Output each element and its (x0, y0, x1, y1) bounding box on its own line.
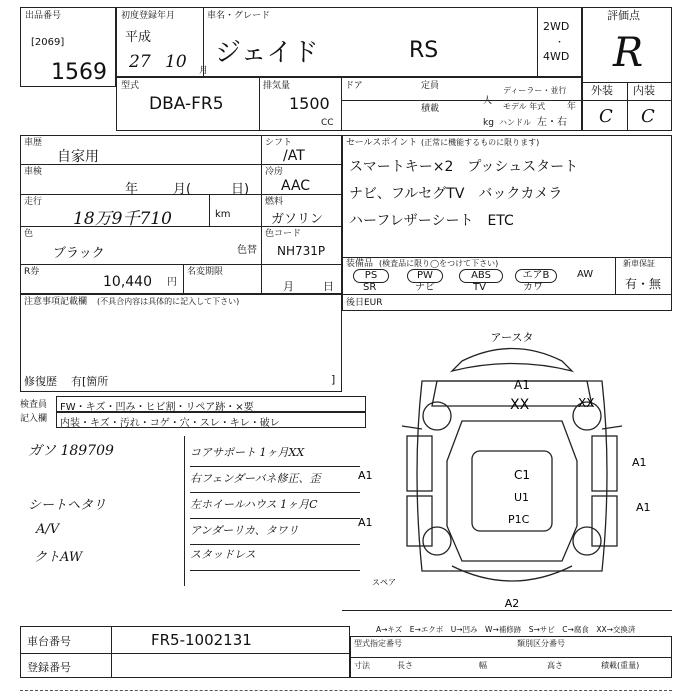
footer-f5: 幅 (479, 661, 487, 670)
lot-sub: [2069] (31, 37, 65, 48)
era: 平成 (125, 30, 152, 45)
disp-label: 排気量 (263, 81, 291, 91)
color-change-label: 色替 (237, 245, 257, 256)
diag-mark: A1 (358, 469, 373, 482)
diagram-block (342, 311, 672, 611)
score-box (582, 7, 672, 131)
load-label: 積載 (421, 104, 440, 114)
name-change-label: 名変期限 (187, 267, 224, 277)
newcar: 有・無 (625, 277, 662, 291)
diag-mark: XX (578, 396, 595, 410)
nc-day: 日 (323, 280, 334, 293)
remark-left: シートヘタリ (28, 498, 107, 513)
footer-f1: 型式指定番号 (354, 639, 402, 648)
diag-mark: A1 (358, 516, 373, 529)
remark-left: クトAW (34, 550, 83, 565)
ext-score: C (599, 106, 613, 127)
name-label: 車名・グレード (207, 11, 271, 21)
inspector-row1-text: FW・キズ・凹み・ヒビ割・リペア跡・×要 (60, 402, 254, 413)
score-label: 評価点 (607, 9, 640, 22)
sales-block (342, 135, 672, 258)
upper-right-frame (342, 294, 672, 311)
color: ブラック (53, 246, 105, 261)
color-label: 色 (24, 229, 34, 239)
history: 有[箇所 (71, 375, 109, 388)
recycle: 10,440 (103, 274, 152, 290)
inspector-label2: 記入欄 (20, 414, 48, 424)
car-diagram (342, 311, 672, 611)
equip-block (342, 257, 672, 295)
fuel-label: 燃料 (265, 197, 284, 207)
diag-mark: C1 (514, 468, 531, 482)
color-code-label: 色コード (265, 229, 302, 239)
model-year-label: モデル 年式 (503, 102, 546, 111)
wd2: 4WD (543, 50, 570, 63)
cap-unit: 人 (483, 96, 493, 106)
handle-label: ハンドル (499, 118, 531, 127)
inspector-row2-text: 内装・キズ・汚れ・コゲ・穴・スレ・キレ・破レ (60, 418, 280, 429)
reg-month: 10 (165, 52, 187, 72)
lot-label: 出品番号 (25, 11, 62, 21)
equip-aw: AW (577, 269, 594, 280)
newcar-label: 新車保証 (623, 259, 655, 268)
equip-ps: PS (353, 269, 389, 283)
ext-label: 外装 (591, 84, 613, 97)
sales-point: ハーフレザーシート ETC (349, 213, 514, 229)
fuel: ガソリン (271, 212, 324, 227)
remark-right: 左ホイールハウス 1ヶ月C (190, 498, 318, 511)
footer-f3: 寸法 (354, 661, 370, 670)
lot-box (20, 7, 116, 87)
diag-mark: P1C (508, 513, 530, 526)
yen: 円 (167, 277, 177, 288)
chassis: FR5-1002131 (151, 631, 252, 649)
inspector-block (20, 396, 350, 432)
month-unit: 月 (199, 66, 209, 76)
door-label: ドア (345, 81, 363, 91)
shift-label: シフト (265, 138, 293, 148)
diag-mark: A1 (632, 456, 647, 469)
footer-f6: 高さ (547, 661, 563, 670)
diag-mark: A1 (636, 501, 651, 514)
score-value: R (613, 30, 644, 76)
inspect-month: 月( (173, 182, 192, 197)
diag-spare-label: スペア (372, 578, 396, 587)
wd1: 2WD (543, 20, 570, 33)
remark-left: ガソ 189709 (28, 443, 114, 459)
footer-right (350, 636, 672, 678)
diag-bottom-label: A2 (504, 597, 520, 610)
footer-f7: 積載(重量) (601, 661, 640, 670)
footer-block (20, 626, 350, 678)
equip-note: (検査品に限り◯をつけて下さい) (379, 259, 499, 268)
reg-label: 登録番号 (27, 661, 71, 674)
remark-right: コアサポート 1ヶ月XX (190, 446, 305, 459)
km-unit: km (215, 209, 231, 220)
inspect-day: 日) (231, 182, 250, 197)
model-row (116, 77, 582, 131)
remarks-left (28, 436, 178, 606)
equip-airbag: エアB (515, 269, 557, 283)
diag-mark: U1 (514, 491, 530, 504)
equip-sr: SR (363, 282, 377, 293)
sales-point: ナビ、フルセグTV バックカメラ (349, 186, 563, 202)
cap-label: 定員 (421, 81, 440, 91)
notes-block (20, 294, 342, 392)
footer-f2: 類別区分番号 (517, 639, 565, 648)
sales-note: (正常に機能するものに限ります) (421, 138, 540, 147)
equip-leather: カワ (523, 282, 543, 293)
ac-label: 冷房 (265, 167, 284, 177)
inspector-row2 (56, 412, 366, 428)
spacer-label: 後日EUR (346, 298, 383, 308)
mileage: 18万9千710 (73, 209, 172, 229)
model-label: 型式 (121, 81, 140, 91)
equip-abs: ABS (459, 269, 503, 283)
dealer-label: ディーラー・並行 (503, 86, 567, 95)
remark-right: スタッドレス (190, 548, 256, 561)
inspector-label1: 検査員 (20, 400, 48, 410)
disp-unit: CC (321, 118, 334, 128)
use-label: 車歴 (24, 138, 43, 148)
mileage-label: 走行 (24, 197, 43, 207)
remark-right: アンダーリカ、タワリ (190, 524, 299, 537)
chassis-label: 車台番号 (27, 635, 71, 648)
remark-left: A/V (36, 522, 60, 537)
model: DBA-FR5 (149, 94, 224, 114)
int-score: C (641, 106, 655, 127)
history-bracket: ] (331, 373, 336, 386)
diag-mark: XX (510, 397, 530, 413)
color-code: NH731P (277, 244, 326, 258)
ac: AAC (281, 178, 311, 194)
handle: 左・右 (537, 117, 567, 128)
equip-pw: PW (407, 269, 443, 283)
equip-navi: ナビ (415, 282, 435, 293)
notes-label: 注意事項記載欄 (24, 297, 88, 307)
car-name: ジェイド (215, 38, 319, 68)
remark-right: 右フェンダーバネ修正、歪 (190, 472, 321, 485)
grade: RS (409, 38, 439, 63)
diag-mark: A1 (514, 378, 530, 392)
nc-month: 月 (283, 280, 294, 293)
use: 自家用 (57, 149, 99, 165)
wd-dot: ・ (555, 38, 565, 48)
year-unit: 年 (567, 102, 577, 112)
disp: 1500 (289, 94, 330, 113)
header-main (116, 7, 582, 77)
reg-year: 27 (129, 52, 151, 72)
legend: A→キズ E→エクボ U→凹み W→補修跡 S→サビ C→腐食 XX→交換済 (376, 625, 636, 634)
shift: /AT (283, 148, 305, 164)
inspector-row1 (56, 396, 366, 412)
int-label: 内装 (633, 84, 655, 97)
history-label: 修復歴 (24, 375, 57, 388)
equip-tv: TV (473, 282, 486, 293)
equip-label: 装備品 (346, 259, 374, 269)
sales-label: セールスポイント (346, 138, 418, 148)
sales-point: スマートキー×2 プッシュスタート (349, 159, 579, 175)
diag-top-label: アースタ (490, 331, 534, 344)
inspect-year: 年 (125, 182, 139, 197)
first-reg-label: 初度登録年月 (121, 11, 176, 21)
recycle-label: R券 (24, 267, 40, 277)
lot-number: 1569 (51, 60, 107, 85)
footer-f4: 長さ (397, 661, 413, 670)
notes-note: (不具合内容は具体的に記入して下さい) (97, 297, 240, 306)
inspect-label: 車検 (24, 167, 43, 177)
sales-points (349, 154, 578, 235)
info-block (20, 135, 342, 294)
kg-label: kg (483, 118, 494, 128)
